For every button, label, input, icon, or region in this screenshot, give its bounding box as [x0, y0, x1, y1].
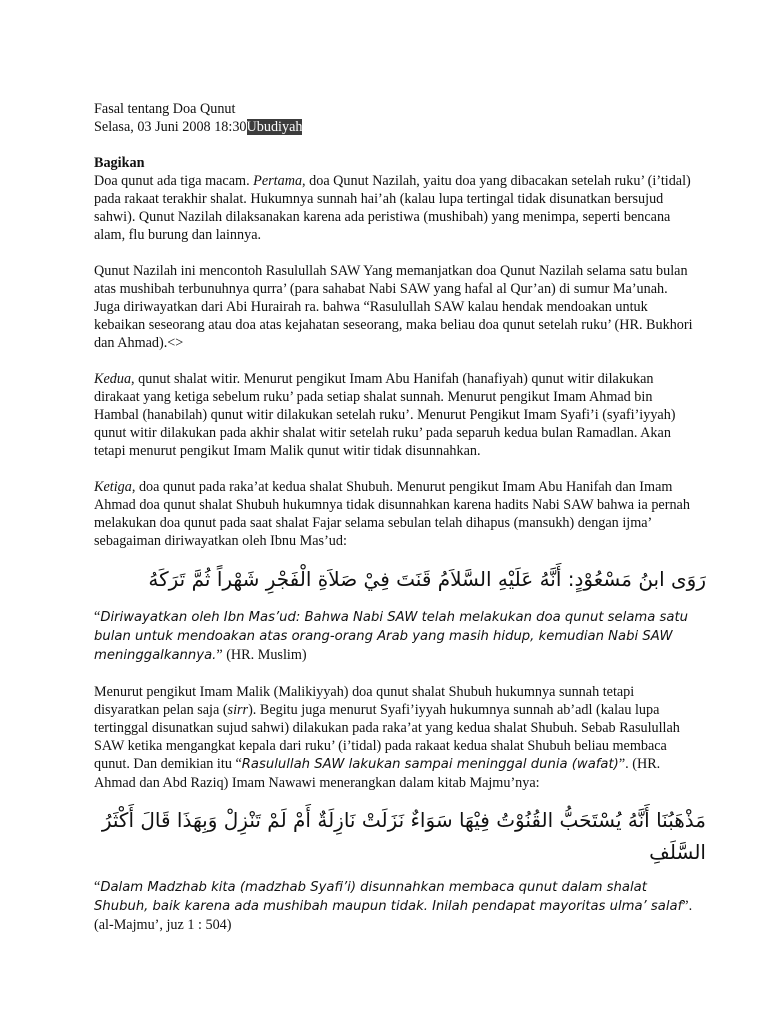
arabic-hadith: رَوَى ابنُ مَسْعُوْدٍ: أَنَّهُ عَلَيْهِ السَّلاَمُ قَنَتَ فِيْ صَلاَةِ الْفَجْرِ شَهْراً ثُمَّ تَرَكَهُ [148, 567, 706, 591]
spacer [94, 244, 694, 262]
spacer [94, 136, 694, 154]
paragraph-malikiyyah: Menurut pengikut Imam Malik (Malikiyyah) doa qunut shalat Shubuh hukumnya sunnah tetapi disyaratkan pelan saja (sirr). Begitu juga menurut Syafi’iyyah hukumnya sunnah ab’adl (kalau lupa tertinggal disunatkan sujud sahwi) dilakukan pada raka’at yang kedua shalat Shubuh. Sebab Rasulullah SAW ketika mengangkat kepala dari ruku’ (i’tidal) pada rakaat kedua shalat Shubuh beliau membaca qunut. Dan demikian itu “Rasulullah SAW lakukan sampai meninggal dunia (wafat)”. (HR. Ahmad dan Abd Raziq) Imam Nawawi menerangkan dalam kitab Majmu’nya: [94, 684, 680, 791]
spacer [94, 665, 694, 683]
category-link[interactable]: Ubudiyah [246, 119, 303, 135]
article [94, 100, 706, 934]
article-meta [94, 118, 694, 136]
paragraph-first-type: Doa qunut ada tiga macam. Pertama, doa Qunut Nazilah, yaitu doa yang dibacakan setelah ruku’ (i’tidal) pada rakaat terakhir shalat. Hukumnya sunnah hai’ah (kalau lupa tertingal tidak disunatkan bersujud sahwi). Qunut Nazilah dilaksanakan karena ada peristiwa (mushibah) yang menimpa, seperti bencana alam, flu burung dan lainnya. [94, 173, 691, 243]
paragraph-second-type: Kedua, qunut shalat witir. Menurut pengikut Imam Abu Hanifah (hanafiyah) qunut witir dilakukan dirakaat yang ketiga sebelum ruku’ pada setiap shalat sunnah. Menurut pengikut Imam Ahmad bin Hambal (hanabilah) qunut witir dilakukan setelah ruku’. Menurut Pengikut Imam Syafi’i (syafi’iyyah) qunut witir dilakukan pada akhir shalat witir setelah ruku’ pada separuh kedua bulan Ramadlan. Akan tetapi menurut pengikut Imam Malik qunut witir tidak disunnahkan. [94, 371, 676, 459]
post-datetime: Selasa, 03 Juni 2008 18:30 [94, 119, 247, 135]
article-title: Fasal tentang Doa Qunut [94, 101, 236, 117]
hadith-translation: “Diriwayatkan oleh Ibn Mas’ud: Bahwa Nabi SAW telah melakukan doa qunut selama satu bulan untuk mendoakan atas orang-orang Arab yang masih hidup, kemudian Nabi SAW meninggalkannya.” (HR. Muslim) [94, 609, 689, 663]
arabic-nawawi-quote: مَذْهَبُنَا أَنَّهُ يُسْتَحَبُّ القُنُوْتُ فِيْهَا سَوَاءٌ نَزَلَتْ نَازِلَةٌ أَمْ لَمْ تَنْزِلْ وَبِهَذَا قَالَ أَكْثَرُ السَّلَفِ [101, 808, 706, 864]
spacer [94, 352, 694, 370]
share-label[interactable]: Bagikan [94, 155, 145, 171]
paragraph-nazilah: Qunut Nazilah ini mencontoh Rasulullah SAW Yang memanjatkan doa Qunut Nazilah selama satu bulan atas mushibah terbunuhnya qurra’ (para sahabat Nabi SAW yang hafal al Qur’an) di sumur Ma’unah. Juga diriwayatkan dari Abi Hurairah ra. bahwa “Rasulullah SAW kalau hendak mendoakan untuk kebaikan seseorang atau doa atas kejahatan seseorang, maka beliau doa qunut setelah ruku’ (HR. Bukhori dan Ahmad).<> [94, 263, 693, 351]
paragraph-third-type: Ketiga, doa qunut pada raka’at kedua shalat Shubuh. Menurut pengikut Imam Abu Hanifah dan Imam Ahmad doa qunut shalat Shubuh hukumnya tidak disunnahkan karena hadits Nabi SAW bahwa ia pernah melakukan doa qunut pada saat shalat Fajar selama sebulan telah dihapus (mansukh) dengan ijma’ sebagaiman diriwayatkan oleh Ibnu Mas’ud: [94, 479, 690, 549]
spacer [94, 460, 694, 478]
nawawi-translation: “Dalam Madzhab kita (madzhab Syafi’i) disunnahkan membaca qunut dalam shalat Shubuh, baik karena ada mushibah maupun tidak. Inilah pendapat mayoritas ulma’ salaf”. (al-Majmu’, juz 1 : 504) [94, 879, 693, 933]
